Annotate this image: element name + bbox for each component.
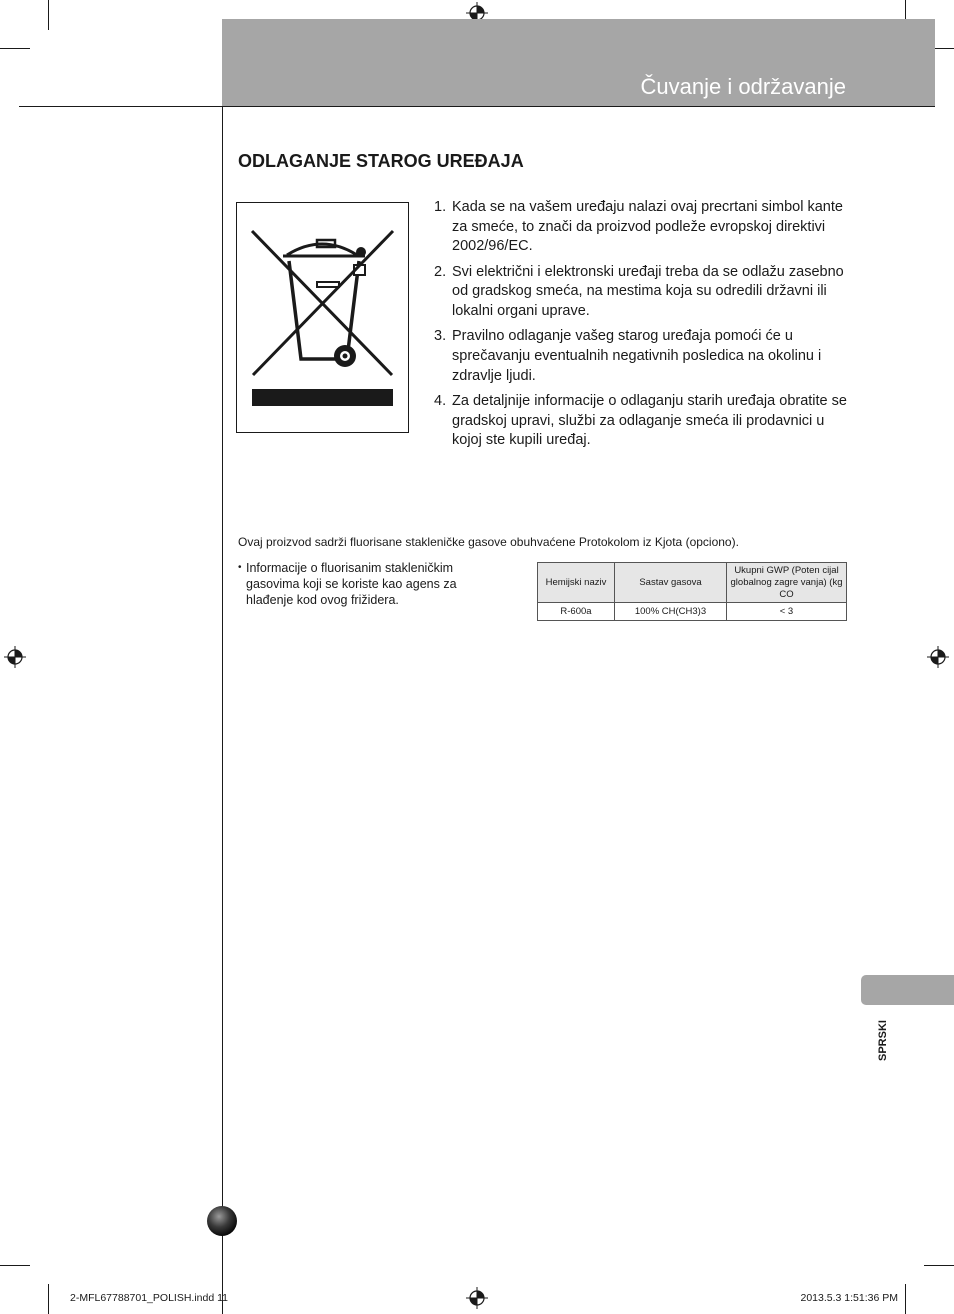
table-cell: R-600a (538, 603, 615, 621)
margin-rule (222, 106, 223, 1314)
crop-mark (48, 0, 49, 30)
list-item: 3. Pravilno odlaganje vašeg starog uređaja pomoći će u sprečavanju eventualnih negativnih posledica na okolinu i zdravlje ljudi. (434, 328, 822, 384)
footer-timestamp: 2013.5.3 1:51:36 PM (800, 1292, 898, 1304)
table-header: Ukupni GWP (Poten cijal globalnog zagre vanja) (kg CO (727, 563, 847, 603)
table-row (538, 603, 847, 621)
page-marker-ball (207, 1206, 237, 1236)
crop-mark (0, 1265, 30, 1266)
language-label: SPRSKI (877, 1020, 889, 1061)
crop-mark (924, 1265, 954, 1266)
crop-mark (48, 1284, 49, 1314)
list-item: 1. Kada se na vašem uređaju nalazi ovaj precrtani simbol kante za smeće, to znači da proizvod podleže evropskoj direktivi 2002/96/EC. (434, 199, 843, 255)
footer-filename: 2-MFL67788701_POLISH.indd 11 (70, 1292, 228, 1304)
bullet-dot-icon: • (238, 562, 242, 573)
header-rule (19, 106, 935, 107)
weee-symbol-box (236, 202, 409, 433)
crop-mark (0, 48, 30, 49)
registration-mark-icon (927, 646, 949, 668)
registration-mark-icon (466, 1287, 488, 1309)
table-cell: < 3 (727, 603, 847, 621)
crossed-out-wheeled-bin-icon (237, 203, 408, 432)
gas-bullet-text: Informacije o fluorisanim stakleničkim gasovima koji se koriste kao agens za hlađenje kod ovog frižidera. (246, 561, 457, 607)
page-title: Čuvanje i održavanje (640, 74, 846, 99)
table-header: Sastav gasova (615, 563, 727, 603)
section-heading: ODLAGANJE STAROG UREĐAJA (238, 151, 524, 171)
gas-intro-text: Ovaj proizvod sadrži fluorisane stakleničke gasove obuhvaćene Protokolom iz Kjota (opciono). (238, 535, 739, 549)
list-item: 4. Za detaljnije informacije o odlaganju starih uređaja obratite se gradskoj upravi, službi za odlaganje smeća ili prodavnici u kojoj ste kupili uređaj. (434, 392, 847, 449)
table-header: Hemijski naziv (538, 563, 615, 603)
gas-table (537, 562, 847, 621)
table-cell: 100% CH(CH3)3 (615, 603, 727, 621)
instruction-list (431, 198, 851, 456)
table-header-row (538, 563, 847, 603)
language-tab (861, 975, 954, 1005)
list-item: 2. Svi električni i elektronski uređaji treba da se odlažu zasebno od gradskog smeća, na mestima koja su odredili državni ili lokalni organi uprave. (434, 263, 844, 320)
crop-mark (905, 1284, 906, 1314)
gas-bullet (238, 560, 488, 608)
registration-mark-icon (4, 646, 26, 668)
